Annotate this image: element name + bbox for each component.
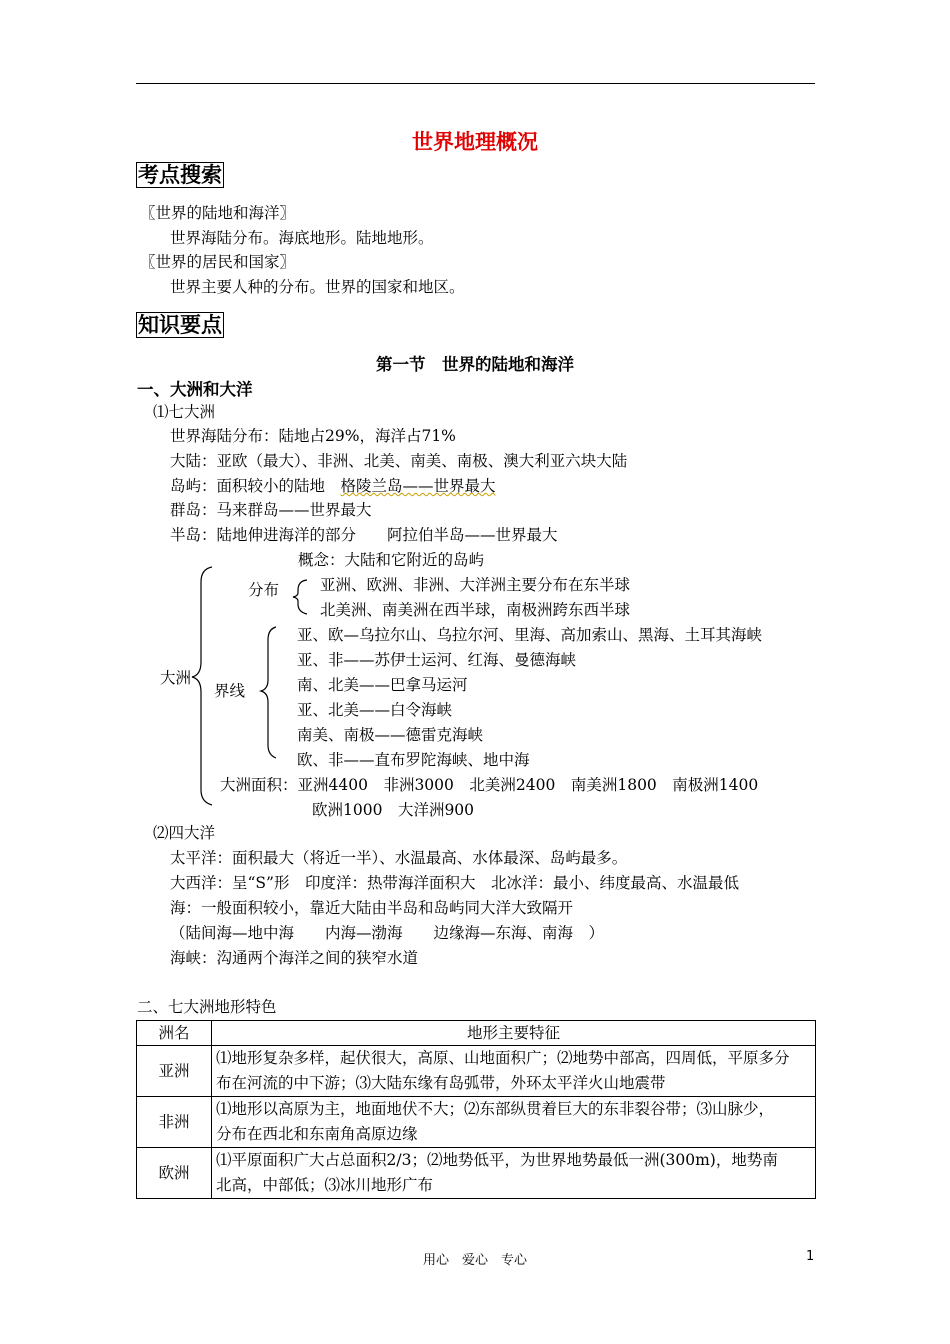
feature-line: ⑴地形复杂多样，起伏很大，高原、山地面积广；⑵地势中部高，四周低，平原多分 bbox=[216, 1049, 790, 1067]
ocean-line: （陆间海—地中海 内海—渤海 边缘海—东海、南海 ） bbox=[170, 924, 605, 942]
table-cell-name: 非洲 bbox=[137, 1097, 212, 1148]
feature-line: ⑴地形以高原为主，地面地伏不大；⑵东部纵贯着巨大的东非裂谷带；⑶山脉少， bbox=[216, 1100, 775, 1118]
tree-boundary-item: 欧、非——直布罗陀海峡、地中海 bbox=[297, 751, 530, 769]
tree-boundary-item: 亚、北美——白令海峡 bbox=[297, 701, 453, 719]
page-number: 1 bbox=[806, 1249, 815, 1264]
table-cell-feature bbox=[212, 1097, 816, 1148]
table-row bbox=[137, 1148, 816, 1199]
island-definition: 岛屿：面积较小的陆地 bbox=[170, 477, 341, 495]
search-item-text: 世界海陆分布。海底地形。陆地地形。 bbox=[170, 229, 434, 247]
table-row bbox=[137, 1046, 816, 1097]
tree-distribution-label: 分布 bbox=[248, 581, 280, 599]
table-header-cell: 洲名 bbox=[137, 1021, 212, 1046]
line-archipelago: 群岛：马来群岛——世界最大 bbox=[170, 501, 372, 519]
tree-area-line: 欧洲1000 大洋洲900 bbox=[312, 801, 475, 819]
landform-table bbox=[136, 1020, 816, 1199]
part2-heading: 二、七大洲地形特色 bbox=[137, 998, 277, 1016]
feature-line: 分布在西北和东南角高原边缘 bbox=[216, 1125, 418, 1143]
brace-root bbox=[192, 567, 212, 805]
line-land-sea: 世界海陆分布：陆地占29%，海洋占71% bbox=[170, 427, 456, 445]
feature-line: ⑴平原面积广大占总面积2/3；⑵地势低平，为世界地势最低一洲(300m)，地势南 bbox=[216, 1151, 778, 1169]
search-item-label: 〖世界的陆地和海洋〗 bbox=[140, 204, 296, 222]
tree-boundary-label: 界线 bbox=[214, 682, 246, 700]
feature-line: 布在河流的中下游；⑶大陆东缘有岛弧带，外环太平洋火山地震带 bbox=[216, 1074, 666, 1092]
tree-area-line: 大洲面积：亚洲4400 非洲3000 北美洲2400 南美洲1800 南极洲1400 bbox=[220, 776, 759, 794]
tree-root-label: 大洲 bbox=[160, 669, 192, 687]
section-heading-points: 知识要点 bbox=[138, 313, 222, 337]
ocean-line: 太平洋：面积最大（将近一半）、水温最高、水体最深、岛屿最多。 bbox=[170, 849, 628, 867]
document-title: 世界地理概况 bbox=[412, 130, 538, 154]
search-item-label: 〖世界的居民和国家〗 bbox=[140, 253, 296, 271]
brace-distribution bbox=[293, 580, 307, 614]
island-largest: 格陵兰岛——世界最大 bbox=[340, 477, 496, 495]
table-cell-feature bbox=[212, 1046, 816, 1097]
tree-distribution-item: 北美洲、南美洲在西半球，南极洲跨东西半球 bbox=[320, 601, 631, 619]
tree-distribution-item: 亚洲、欧洲、非洲、大洋洲主要分布在东半球 bbox=[320, 576, 631, 594]
table-row bbox=[137, 1097, 816, 1148]
subsection-oceans: ⑵四大洋 bbox=[153, 824, 216, 842]
feature-line: 北高，中部低；⑶冰川地形广布 bbox=[216, 1176, 434, 1194]
table-header-row bbox=[137, 1021, 816, 1046]
ocean-line: 海：一般面积较小，靠近大陆由半岛和岛屿同大洋大致隔开 bbox=[170, 899, 574, 917]
line-peninsula: 半岛：陆地伸进海洋的部分 阿拉伯半岛——世界最大 bbox=[170, 526, 558, 544]
tree-concept: 概念：大陆和它附近的岛屿 bbox=[298, 551, 485, 569]
table-header-cell: 地形主要特征 bbox=[212, 1021, 816, 1046]
part1-heading: 一、大洲和大洋 bbox=[137, 380, 253, 399]
line-mainland: 大陆：亚欧（最大）、非洲、北美、南美、南极、澳大利亚六块大陆 bbox=[170, 452, 628, 470]
ocean-line: 大西洋：呈“S”形 印度洋：热带海洋面积大 北冰洋：最小、纬度最高、水温最低 bbox=[170, 874, 739, 892]
ocean-line: 海峡：沟通两个海洋之间的狭窄水道 bbox=[170, 949, 419, 967]
tree-boundary-item: 南美、南极——德雷克海峡 bbox=[297, 726, 484, 744]
tree-boundary-item: 亚、非——苏伊士运河、红海、曼德海峡 bbox=[297, 651, 577, 669]
tree-boundary-item: 亚、欧—乌拉尔山、乌拉尔河、里海、高加索山、黑海、土耳其海峡 bbox=[297, 626, 763, 644]
table-cell-feature bbox=[212, 1148, 816, 1199]
table-cell-name: 欧洲 bbox=[137, 1148, 212, 1199]
section-heading-search: 考点搜索 bbox=[138, 163, 222, 187]
search-item-text: 世界主要人种的分布。世界的国家和地区。 bbox=[170, 278, 465, 296]
page-footer: 用心 爱心 专心 bbox=[422, 1253, 527, 1268]
section-subtitle: 第一节 世界的陆地和海洋 bbox=[376, 355, 574, 374]
subsection-continents: ⑴七大洲 bbox=[153, 403, 216, 421]
table-cell-name: 亚洲 bbox=[137, 1046, 212, 1097]
tree-boundary-item: 南、北美——巴拿马运河 bbox=[297, 676, 468, 694]
brace-boundary bbox=[261, 627, 276, 758]
